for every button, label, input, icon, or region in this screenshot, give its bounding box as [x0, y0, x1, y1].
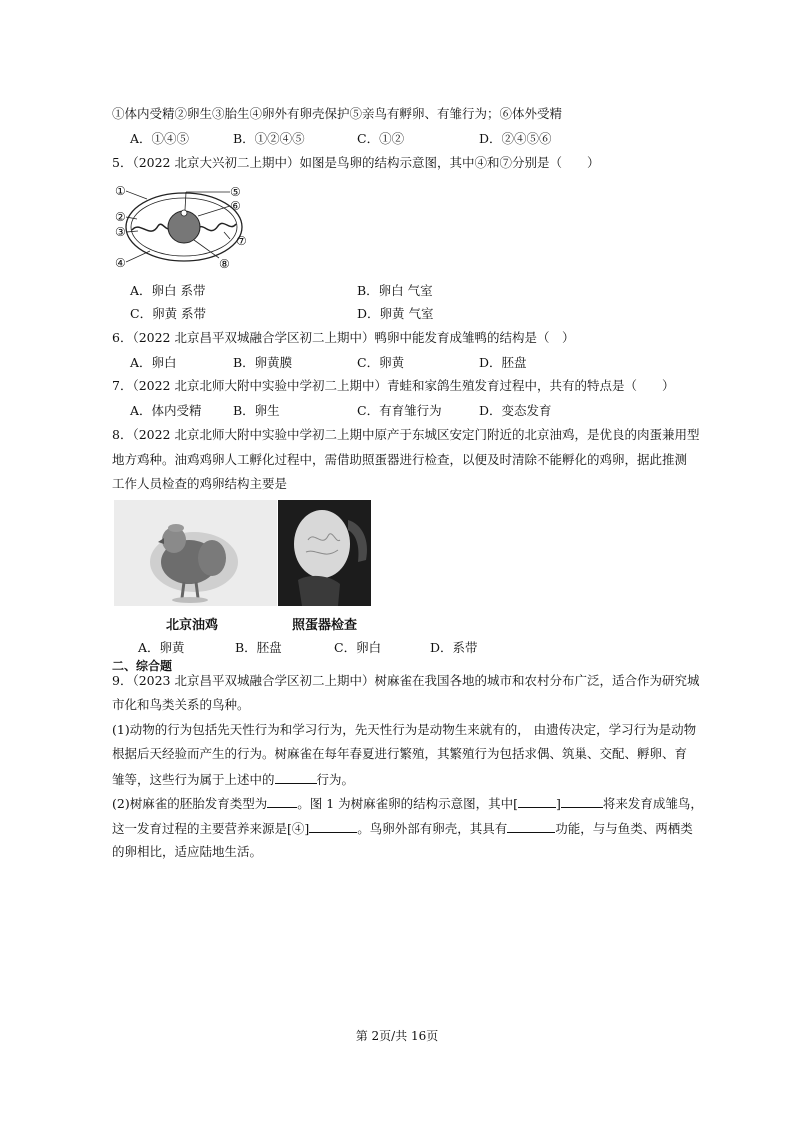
caption-beijing-chicken: 北京油鸡 [166, 618, 219, 633]
answer-blank-3[interactable] [518, 795, 556, 808]
q6-option-b: B．卵黄膜 [233, 355, 293, 370]
q5-option-b: B．卵白 气室 [357, 283, 433, 298]
q7-stem: 7．（2022 北京北师大附中实验中学初二上期中）青蛙和家鸽生殖发育过程中，共有的特点是（ ） [112, 378, 675, 393]
q9-part2-line-3: 的卵相比，适应陆地生活。 [112, 844, 263, 859]
q6-option-a: A．卵白 [130, 355, 177, 370]
q8-option-d: D．系带 [430, 640, 478, 655]
egg-candler-photo [278, 500, 371, 606]
q6-option-d: D．胚盘 [479, 355, 527, 370]
q8-stem-line-2: 地方鸡种。油鸡鸡卵人工孵化过程中，需借助照蛋器进行检查，以便及时清除不能孵化的鸡卵，据此推测 [112, 452, 688, 467]
q9-intro-line-1: 9．（2023 北京昌平双城融合学区初二上期中）树麻雀在我国各地的城市和农村分布广泛，适合作为研究城 [112, 673, 700, 688]
q7-option-d: D．变态发育 [479, 403, 552, 418]
answer-blank-5[interactable] [309, 820, 357, 833]
q9-part2-line-2: 这一发育过程的主要营养来源是[④] 。鸟卵外部有卵壳，其具有 功能，与与鱼类、两栖类 [112, 821, 693, 836]
q8-option-c: C．卵白 [334, 640, 382, 655]
q9-part2-line-1: (2)树麻雀的胚胎发育类型为 。图 1 为树麻雀卵的结构示意图，其中[ ] 将来发育成雏鸟， [112, 796, 703, 811]
q4-option-d: D．②④⑤⑥ [479, 131, 552, 146]
q5-option-a: A．卵白 系带 [130, 283, 206, 298]
q8-stem-line-1: 8．（2022 北京北师大附中实验中学初二上期中原产于东城区安定门附近的北京油鸡，是优良的肉蛋兼用型 [112, 427, 700, 442]
q7-option-a: A．体内受精 [130, 403, 202, 418]
diagram-label-3: ③ [115, 225, 126, 239]
q4-option-b: B．①②④⑤ [233, 131, 305, 146]
q4-stem: ①体内受精②卵生③胎生④卵外有卵壳保护⑤亲鸟有孵卵、有雏行为；⑥体外受精 [112, 106, 563, 121]
page-footer: 第 2页/共 16页 [355, 1029, 439, 1043]
q5-option-d: D．卵黄 气室 [357, 306, 434, 321]
q9-intro-line-2: 市化和鸟类关系的鸟种。 [112, 697, 250, 712]
q6-option-c: C．卵黄 [357, 355, 405, 370]
q6-stem: 6．（2022 北京昌平双城融合学区初二上期中）鸭卵中能发育成雏鸭的结构是（ ） [112, 330, 575, 345]
diagram-label-6: ⑥ [230, 199, 241, 213]
answer-blank-2[interactable] [267, 795, 297, 808]
q9-part1-line-1: (1)动物的行为包括先天性行为和学习行为，先天性行为是动物生来就有的， 由遗传决定，学习行为是动物 [112, 722, 697, 737]
answer-blank-1[interactable] [275, 771, 317, 784]
caption-egg-candling: 照蛋器检查 [292, 618, 358, 633]
q7-option-b: B．卵生 [233, 403, 280, 418]
diagram-label-4: ④ [115, 256, 126, 270]
q8-option-a: A．卵黄 [138, 640, 185, 655]
bird-egg-diagram [112, 182, 262, 277]
q7-option-c: C．有育雏行为 [357, 403, 442, 418]
q5-option-c: C．卵黄 系带 [130, 306, 207, 321]
q4-option-c: C．①② [357, 131, 405, 146]
q9-part1-line-2: 根据后天经验而产生的行为。树麻雀在每年春夏进行繁殖，其繁殖行为包括求偶、筑巢、交配、孵卵、育 [112, 746, 688, 761]
answer-blank-4[interactable] [561, 795, 603, 808]
q5-stem: 5．（2022 北京大兴初二上期中）如图是鸟卵的结构示意图，其中④和⑦分别是（ ） [112, 155, 600, 170]
diagram-label-8: ⑧ [219, 257, 230, 271]
q9-part1-line-3: 雏等，这些行为属于上述中的 行为。 [112, 772, 355, 787]
diagram-label-1: ① [115, 184, 126, 198]
diagram-label-7: ⑦ [236, 234, 247, 248]
diagram-label-2: ② [115, 210, 126, 224]
q4-option-a: A．①④⑤ [130, 131, 190, 146]
section-heading: 二、综合题 [112, 659, 173, 673]
germinal-disc [181, 210, 187, 216]
beijing-chicken-photo [114, 500, 277, 606]
answer-blank-6[interactable] [507, 820, 555, 833]
q8-stem-line-3: 工作人员检查的鸡卵结构主要是 [112, 476, 288, 491]
chalaza-right [198, 223, 236, 230]
chalaza-left [132, 224, 170, 231]
diagram-label-5: ⑤ [230, 185, 241, 199]
q8-option-b: B．胚盘 [235, 640, 282, 655]
